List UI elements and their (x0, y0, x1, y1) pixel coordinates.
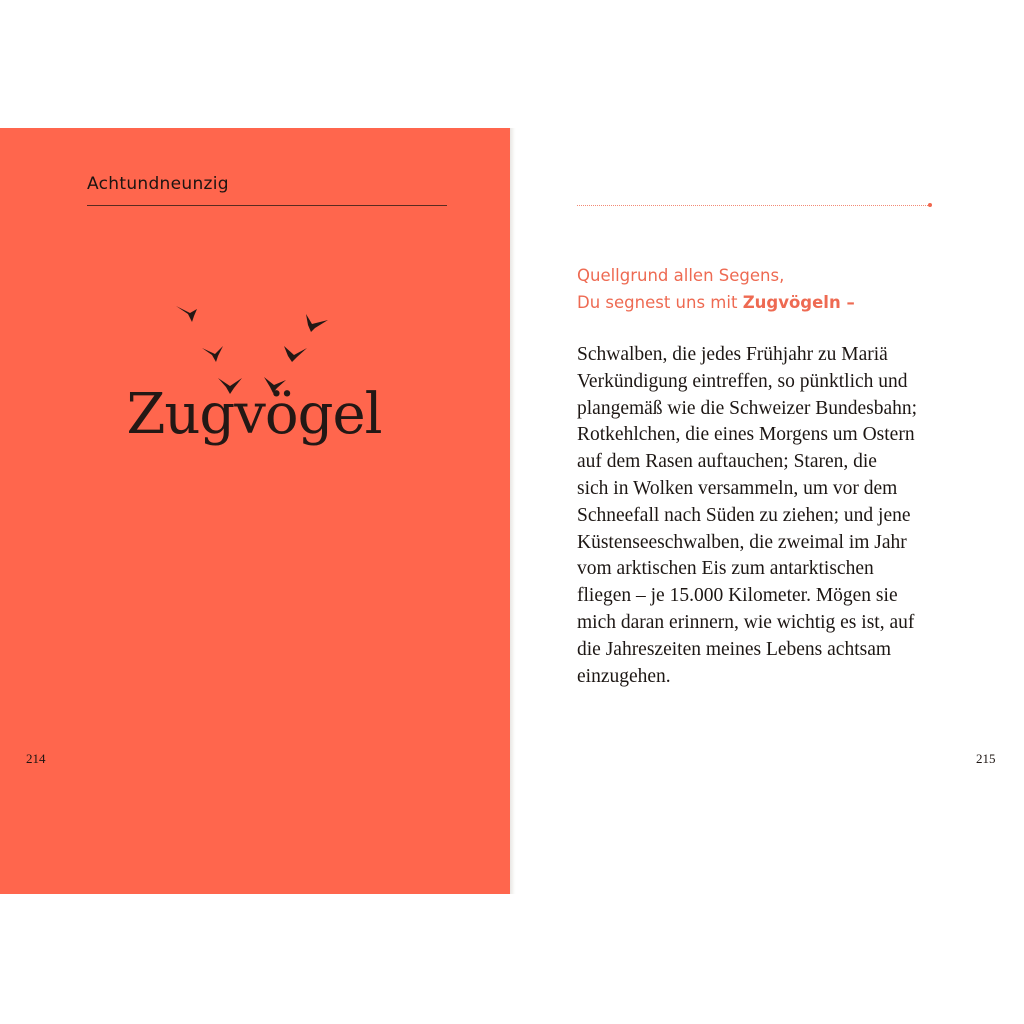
body-line: die Jahreszeiten meines Lebens achtsam (577, 638, 892, 660)
body-line: Verkündigung eintreffen, so pünktlich und (577, 370, 908, 392)
page-number-right: 215 (976, 751, 996, 766)
page-number-left: 214 (26, 751, 46, 766)
chapter-label: Achtundneunzig (87, 174, 229, 194)
dotted-divider (577, 205, 930, 206)
body-line: sich in Wolken versammeln, um vor dem (577, 477, 898, 499)
body-line: Rotkehlchen, die eines Morgens um Ostern (577, 424, 915, 446)
chapter-title (0, 382, 510, 447)
prayer-heading-emphasis: Zugvögeln – (742, 293, 855, 312)
bird-icon (202, 346, 223, 362)
body-line: Küstenseeschwalben, die zweimal im Jahr (577, 531, 907, 553)
body-text (577, 342, 947, 690)
prayer-heading-prefix: Du segnest uns mit (577, 293, 743, 312)
book-gutter (510, 128, 516, 894)
body-line: mich daran erinnern, wie wichtig es ist, auf (577, 611, 915, 633)
divider-dot (928, 203, 932, 207)
bird-icon (284, 346, 307, 362)
body-line: fliegen – je 15.000 Kilometer. Mögen sie (577, 585, 898, 607)
body-line: Schwalben, die jedes Frühjahr zu Mariä (577, 344, 888, 365)
bird-icon (306, 314, 328, 332)
body-line: vom arktischen Eis zum antarktischen (577, 558, 874, 580)
body-line: plangemäß wie die Schweizer Bundesbahn; (577, 397, 918, 419)
body-line: auf dem Rasen auftauchen; Staren, die (577, 451, 877, 473)
prayer-heading-line-1: Quellgrund allen Segens, (577, 266, 785, 285)
prayer-heading-line-2 (577, 289, 957, 316)
chapter-title-text: Zugvögel (126, 382, 382, 447)
body-line: Schneefall nach Süden zu ziehen; und jene (577, 504, 911, 526)
chapter-divider (87, 205, 447, 206)
left-page (0, 128, 510, 894)
prayer-heading (577, 262, 957, 316)
body-line: einzugehen. (577, 665, 671, 687)
bird-icon (176, 306, 197, 322)
